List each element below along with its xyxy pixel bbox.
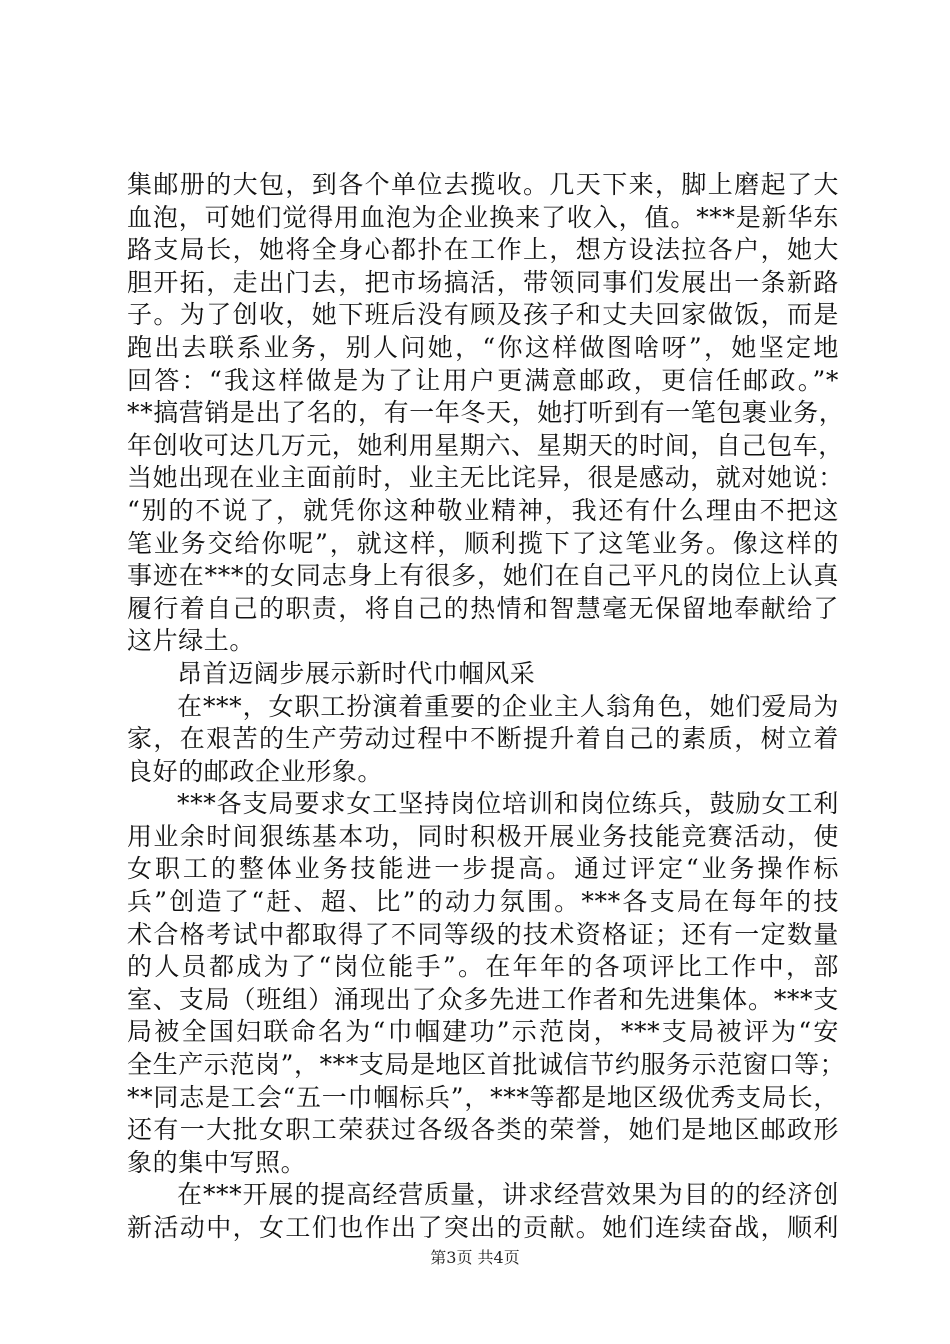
text-line: 在***开展的提高经营质量，讲求经营效果为目的的经济创 (177, 1180, 839, 1210)
text-line: 全生产示范岗”，***支局是地区首批诚信节约服务示范窗口等； (127, 1050, 846, 1080)
text-line: 血泡，可她们觉得用血泡为企业换来了收入，值。***是新华东 (127, 202, 839, 232)
section-heading: 昂首迈阔步展示新时代巾帼风采 (177, 658, 536, 688)
text-line: ***各支局要求女工坚持岗位培训和岗位练兵，鼓励女工利 (177, 789, 839, 819)
text-line: 跑出去联系业务，别人问她，“你这样做图啥呀”，她坚定地 (127, 332, 839, 362)
text-line: 的人员都成为了“岗位能手”。在年年的各项评比工作中，部 (127, 952, 839, 982)
text-line: 象的集中写照。 (127, 1147, 307, 1177)
text-line: 用业余时间狠练基本功，同时积极开展业务技能竞赛活动，使 (127, 821, 839, 851)
text-line: 年创收可达几万元，她利用星期六、星期天的时间，自己包车， (127, 430, 844, 460)
text-line: 履行着自己的职责，将自己的热情和智慧毫无保留地奉献给了 (127, 593, 839, 623)
text-line: 路支局长，她将全身心都扑在工作上，想方设法拉各户，她大 (127, 235, 839, 265)
text-line: 还有一大批女职工荣获过各级各类的荣誉，她们是地区邮政形 (127, 1115, 839, 1145)
text-line: 这片绿土。 (127, 626, 256, 656)
text-line: 在***，女职工扮演着重要的企业主人翁角色，她们爱局为 (177, 691, 839, 721)
body-text (127, 169, 846, 1245)
text-line: 术合格考试中都取得了不同等级的技术资格证；还有一定数量 (127, 919, 839, 949)
text-line: 新活动中，女工们也作出了突出的贡献。她们连续奋战，顺利 (127, 1213, 839, 1242)
text-line: 事迹在***的女同志身上有很多，她们在自己平凡的岗位上认真 (127, 561, 839, 591)
text-line: 女职工的整体业务技能进一步提高。通过评定“业务操作标 (127, 854, 839, 884)
text-line: 室、支局（班组）涌现出了众多先进工作者和先进集体。***支 (127, 984, 839, 1014)
text-line: 局被全国妇联命名为“巾帼建功”示范岗，***支局被评为“安 (127, 1017, 839, 1047)
text-line: 良好的邮政企业形象。 (127, 756, 384, 786)
text-line: 家，在艰苦的生产劳动过程中不断提升着自己的素质，树立着 (127, 724, 839, 754)
text-line: “别的不说了，就凭你这种敬业精神，我还有什么理由不把这 (127, 495, 839, 525)
text-line: 子。为了创收，她下班后没有顾及孩子和丈夫回家做饭，而是 (127, 300, 839, 330)
page-number-footer: 第3页 共4页 (430, 1248, 520, 1267)
text-line: 集邮册的大包，到各个单位去揽收。几天下来，脚上磨起了大 (127, 170, 839, 199)
text-line: 笔业务交给你呢”，就这样，顺利揽下了这笔业务。像这样的 (127, 528, 839, 558)
text-line: 兵”创造了“赶、超、比”的动力氛围。***各支局在每年的技 (127, 887, 839, 917)
text-line: **搞营销是出了名的，有一年冬天，她打听到有一笔包裹业务， (127, 398, 845, 428)
text-line: **同志是工会“五一巾帼标兵”，***等都是地区级优秀支局长， (127, 1082, 839, 1112)
text-line: 胆开拓，走出门去，把市场搞活，带领同事们发展出一条新路 (127, 267, 839, 297)
text-line: 当她出现在业主面前时，业主无比诧异，很是感动，就对她说： (127, 463, 844, 493)
text-line: 回答：“我这样做是为了让用户更满意邮政，更信任邮政。”* (127, 365, 839, 395)
